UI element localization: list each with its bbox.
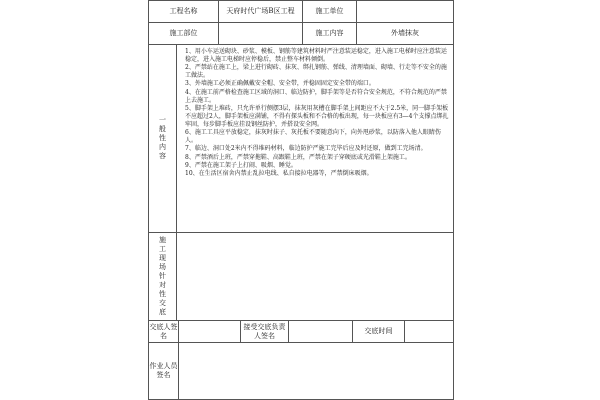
general-content-row	[149, 45, 453, 233]
safety-briefing-form	[148, 0, 454, 400]
signature-row	[149, 321, 453, 343]
presenter-label: 交底人签名	[149, 321, 179, 342]
construction-content-label: 施工内容	[303, 23, 357, 44]
site-briefing-label-cell	[149, 233, 177, 320]
receiver-signature	[289, 321, 353, 342]
briefing-time-label: 交底时间	[353, 321, 405, 342]
general-item: 7、临边、洞口处2米内不得堆码材料，临边防护严施工完毕后应及时还原，做到工完场清。	[185, 145, 427, 153]
general-item: 3、外墙施工必须正确佩戴安全帽、安全带，并稳固固定安全带的端口。	[185, 80, 375, 88]
site-briefing-row	[149, 233, 453, 321]
project-name-label: 工程名称	[149, 1, 219, 22]
site-briefing-label: 施工现场针对性交底	[159, 236, 166, 316]
general-item: 5、脚手架上堆砖，只允许单行侧摆3层，抹灰用灰槽在脚手架上间距应不大于2.5米，同一脚手架板不应超过2人，脚手架板应满铺，不得有探头板和不合格的板出现，每一块板应有3—4个支撑点绑扎牢固，每步脚手板应挂设钢丝防护，并搭设安全网。	[185, 104, 449, 128]
general-content-text	[179, 48, 450, 179]
workers-row	[149, 343, 453, 399]
general-item: 6、施工工具应平放稳定，抹灰时抹子、灰托板不要随意向下，向外甩砂浆，以防落入他人眼睛伤人。	[185, 128, 441, 144]
general-item: 9、严禁在施工架子上打闹、吸烟、睡觉。	[185, 161, 297, 169]
construction-unit-value	[357, 1, 453, 22]
receiver-label: 接受交底负责人签名	[241, 321, 289, 342]
general-item: 1、用小车运送砌块、砂浆、模板、钢筋等建筑材料时严注意装运稳定，进入施工电梯时应注意装运稳定，进入施工电梯时应停稳后，禁止整车材料倾倒。	[185, 48, 447, 63]
workers-label: 作业人员签名	[149, 343, 179, 399]
general-item: 8、严禁酒后上班，严禁穿拖鞋、高跟鞋上班，严禁在架子穿硬底或光滑鞋上架施工。	[185, 153, 411, 161]
construction-dept-label: 施工部位	[149, 23, 219, 44]
presenter-signature	[179, 321, 241, 342]
construction-dept-value	[219, 23, 303, 44]
general-item: 2、严禁站在施工上，梁上进行砌砖、抹灰、绑扎钢筋、弹线、清理墙面、砌墙、行走等不安全的施工做法。	[185, 64, 447, 79]
dept-row	[149, 23, 453, 45]
construction-content-value: 外墙抹灰	[391, 29, 419, 37]
general-item: 4、在施工前严格检查施工区域的洞口、临边防护，脚手架等是否符合安全规范，不符合规范的严禁上去施工。	[185, 88, 447, 104]
general-item: 10、在生活区宿舍内禁止乱拉电线、私自接拉电器等，严禁倒床吸烟。	[185, 170, 373, 178]
general-content-label: 一般性内容	[159, 116, 166, 160]
project-name-value: 天府时代广场B区工程	[219, 1, 303, 22]
briefing-time-value	[405, 321, 453, 342]
project-row	[149, 1, 453, 23]
general-content-label-cell	[149, 45, 177, 232]
workers-signatures	[179, 343, 453, 399]
construction-unit-label: 施工单位	[303, 1, 357, 22]
